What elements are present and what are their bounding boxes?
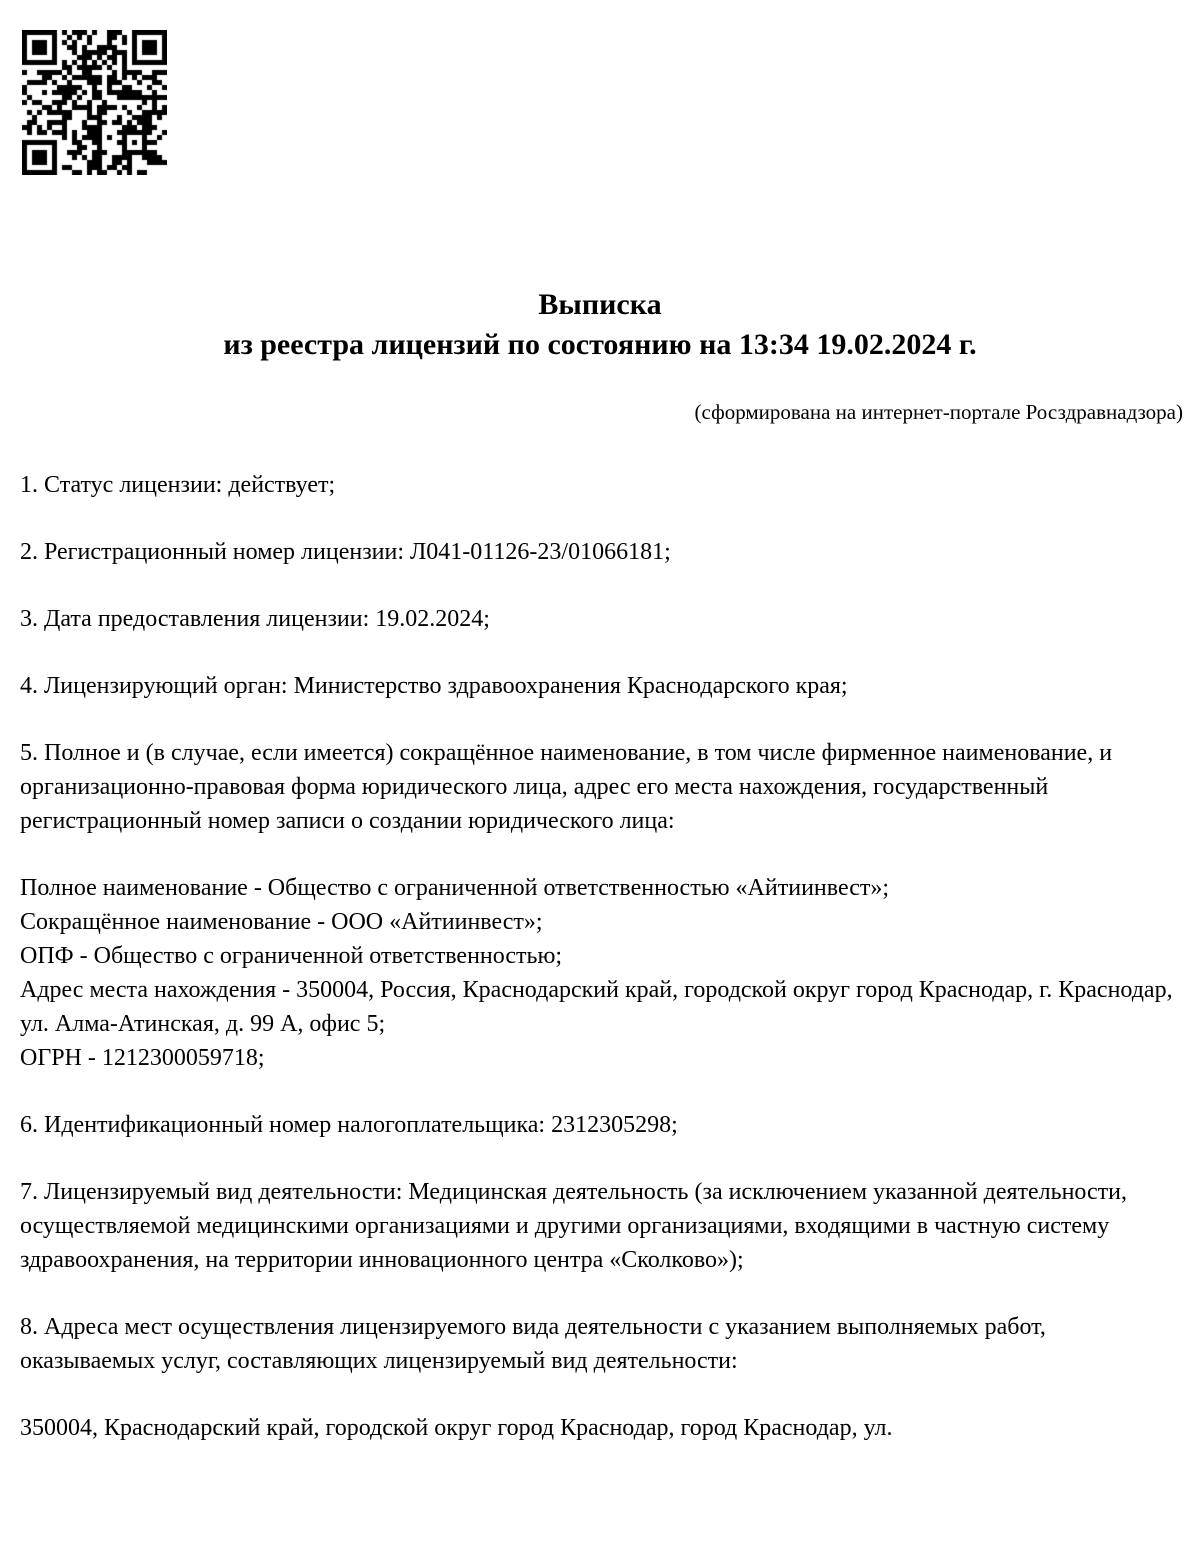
activity-address-line: 350004, Краснодарский край, городской округ город Краснодар, город Краснодар, ул.: [20, 1415, 893, 1441]
org-legal-form: ОПФ - Общество с ограниченной ответственностью;: [20, 943, 563, 969]
document-body: [0, 468, 1200, 1445]
title-line-2: из реестра лицензий по состоянию на 13:34 19.02.2024 г.: [223, 328, 977, 361]
organization-block: [20, 871, 1180, 1075]
licensing-authority: 4. Лицензирующий орган: Министерство здравоохранения Краснодарского края;: [20, 673, 848, 699]
license-status: 1. Статус лицензии: действует;: [20, 472, 336, 498]
document-title: [0, 285, 1200, 365]
activity-addresses-heading: 8. Адреса мест осуществления лицензируемого вида деятельности с указанием выполняемых работ, оказываемых услуг, составляющих лицензируемый вид деятельности:: [20, 1314, 1046, 1374]
taxpayer-inn: 6. Идентификационный номер налогоплательщика: 2312305298;: [20, 1112, 678, 1138]
qr-code-icon: [22, 30, 167, 175]
document-subtitle: (сформирована на интернет-портале Росздравнадзора): [694, 400, 1183, 424]
org-details-heading: 5. Полное и (в случае, если имеется) сокращённое наименование, в том числе фирменное наименование, и организационно-правовая форма юридического лица, адрес его места нахождения, государственный регистрационный номер записи о создании юридического лица:: [20, 740, 1113, 834]
license-grant-date: 3. Дата предоставления лицензии: 19.02.2024;: [20, 606, 490, 632]
org-short-name: Сокращённое наименование - ООО «Айтиинвест»;: [20, 909, 543, 935]
licensed-activity: 7. Лицензируемый вид деятельности: Медицинская деятельность (за исключением указанной деятельности, осуществляемой медицинскими организациями и другими организациями, входящими в частную систему здравоохранения, на территории инновационного центра «Сколково»);: [20, 1179, 1128, 1273]
org-ogrn: ОГРН - 1212300059718;: [20, 1045, 265, 1071]
org-full-name: Полное наименование - Общество с ограниченной ответственностью «Айтиинвест»;: [20, 875, 890, 901]
title-line-1: Выписка: [538, 288, 662, 321]
org-address: Адрес места нахождения - 350004, Россия, Краснодарский край, городской округ город Краснодар, г. Краснодар, ул. Алма-Атинская, д. 99 А, офис 5;: [20, 977, 1173, 1037]
license-registration-number: 2. Регистрационный номер лицензии: Л041-01126-23/01066181;: [20, 539, 671, 565]
